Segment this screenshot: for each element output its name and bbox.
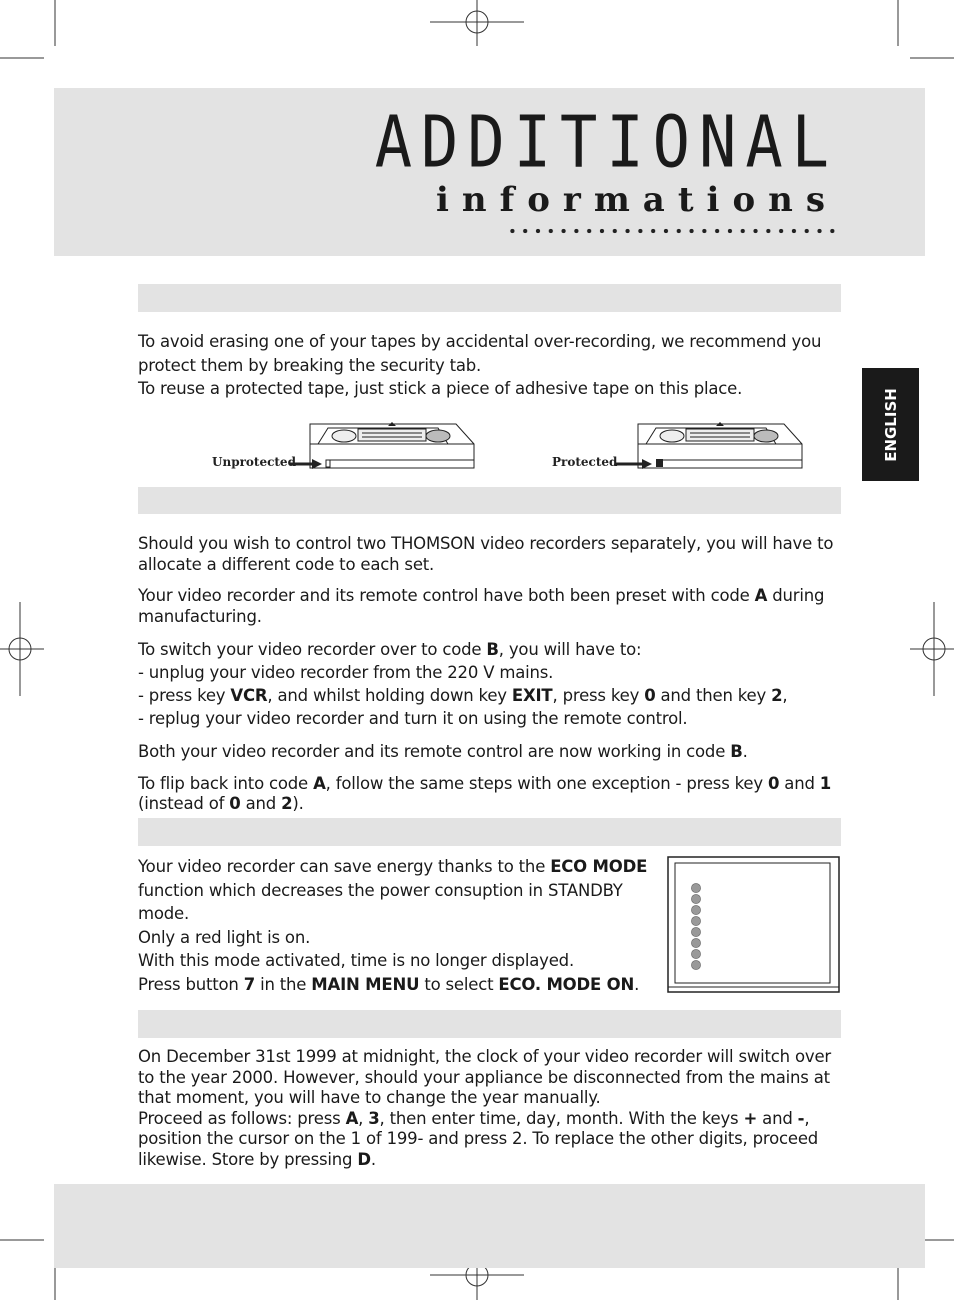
eco-line-3: Only a red light is on. [138, 927, 311, 947]
protected-label: Protected [552, 455, 618, 469]
tape-unprotected-diagram [288, 416, 488, 476]
page-title: ADDITIONAL [374, 100, 838, 184]
section-band-eco [138, 818, 841, 846]
footer-banner [54, 1184, 925, 1268]
unprotected-label: Unprotected [212, 455, 296, 469]
two-vcr-paragraph-3: To switch your video recorder over to code B, you will have to: [138, 640, 642, 659]
section-band-tape [138, 284, 841, 312]
two-vcr-paragraph-1: Should you wish to control two THOMSON video recorders separately, you will have to allocate a different code to each set. [138, 534, 834, 574]
dotted-rule [506, 226, 839, 236]
tape-text [138, 330, 843, 401]
language-tab-label: ENGLISH [881, 387, 900, 462]
two-vcr-text [138, 534, 843, 815]
section-band-y2k [138, 1010, 841, 1038]
eco-line-2: function which decreases the power consuption in STANDBY mode. [138, 880, 623, 923]
eco-line-5: Press button 7 in the MAIN MENU to select ECO. MODE ON. [138, 974, 640, 994]
tape-protected-diagram [616, 416, 816, 476]
y2k-paragraph-2: Proceed as follows: press A, 3, then enter time, day, month. With the keys + and -, position the cursor on the 1 of 199- and press 2. To replace the other digits, proceed likewise. Store by pressing D. [138, 1108, 819, 1169]
two-vcr-step-1: - unplug your video recorder from the 220 V mains. [138, 663, 554, 682]
tape-paragraph-2: To reuse a protected tape, just stick a piece of adhesive tape on this place. [138, 379, 743, 398]
y2k-paragraph-1: On December 31st 1999 at midnight, the clock of your video recorder will switch over to the year 2000. However, should your appliance be disconnected from the mains at that moment, you will have to change the year manually. [138, 1047, 831, 1107]
two-vcr-step-2: - press key VCR, and whilst holding down key EXIT, press key 0 and then key 2, [138, 686, 788, 705]
section-band-two-vcr [138, 487, 841, 514]
tv-screen-menu-icon [667, 856, 841, 996]
y2k-text [138, 1047, 843, 1170]
two-vcr-paragraph-5: To flip back into code A, follow the same steps with one exception - press key 0 and 1 (instead of 0 and 2). [138, 773, 832, 813]
two-vcr-paragraph-4: Both your video recorder and its remote control are now working in code B. [138, 742, 748, 761]
two-vcr-paragraph-2: Your video recorder and its remote control have both been preset with code A during manufacturing. [138, 586, 825, 626]
page-subtitle: informations [435, 180, 838, 220]
eco-text [138, 855, 658, 996]
eco-line-1: Your video recorder can save energy thanks to the ECO MODE [138, 857, 648, 876]
tape-paragraph-1: To avoid erasing one of your tapes by accidental over-recording, we recommend you protect them by breaking the security tab. [138, 332, 822, 375]
language-tab [862, 368, 919, 481]
two-vcr-step-3: - replug your video recorder and turn it on using the remote control. [138, 709, 688, 728]
eco-line-4: With this mode activated, time is no longer displayed. [138, 951, 574, 970]
